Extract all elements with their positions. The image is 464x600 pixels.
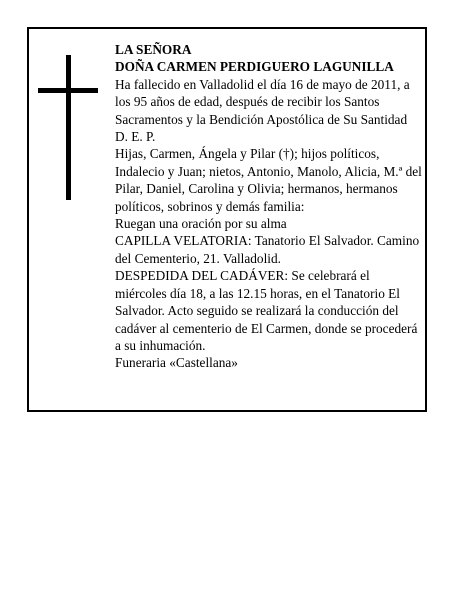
cross-horizontal-bar (38, 88, 98, 93)
death-announcement: Ha fallecido en Valladolid el día 16 de mayo de 2011, a los 95 años de edad, después de recibir los Santos Sacramentos y la Bendición Apostólica de Su Santidad (115, 76, 410, 127)
cross-vertical-bar (66, 55, 71, 200)
funeral-home: Funeraria «Castellana» (115, 355, 238, 371)
family-list: Hijas, Carmen, Ángela y Pilar (†); hijos políticos, Indalecio y Juan; nietos, Antonio, Manolo, Alicia, M.ª del Pilar, Daniel, Carolina y Olivia; hermanos, hermanos políticos, sobrinos y demás familia: (115, 146, 422, 214)
notice-text (115, 41, 423, 372)
rest-in-peace: D. E. P. (115, 129, 156, 145)
prayer-request: Ruegan una oración por su alma (115, 216, 287, 232)
farewell-info: DESPEDIDA DEL CADÁVER: Se celebrará el miércoles día 18, a las 12.15 horas, en el Tanatorio El Salvador. Acto seguido se realizará la conducción del cadáver al cementerio de El Carmen, donde se procederá a su inhumación. (115, 268, 418, 353)
deceased-name: DOÑA CARMEN PERDIGUERO LAGUNILLA (115, 59, 394, 75)
cross-icon (38, 55, 98, 200)
notice-title: LA SEÑORA (115, 42, 192, 57)
chapel-info: CAPILLA VELATORIA: Tanatorio El Salvador. Camino del Cementerio, 21. Valladolid. (115, 233, 420, 266)
obituary-notice (27, 27, 427, 412)
